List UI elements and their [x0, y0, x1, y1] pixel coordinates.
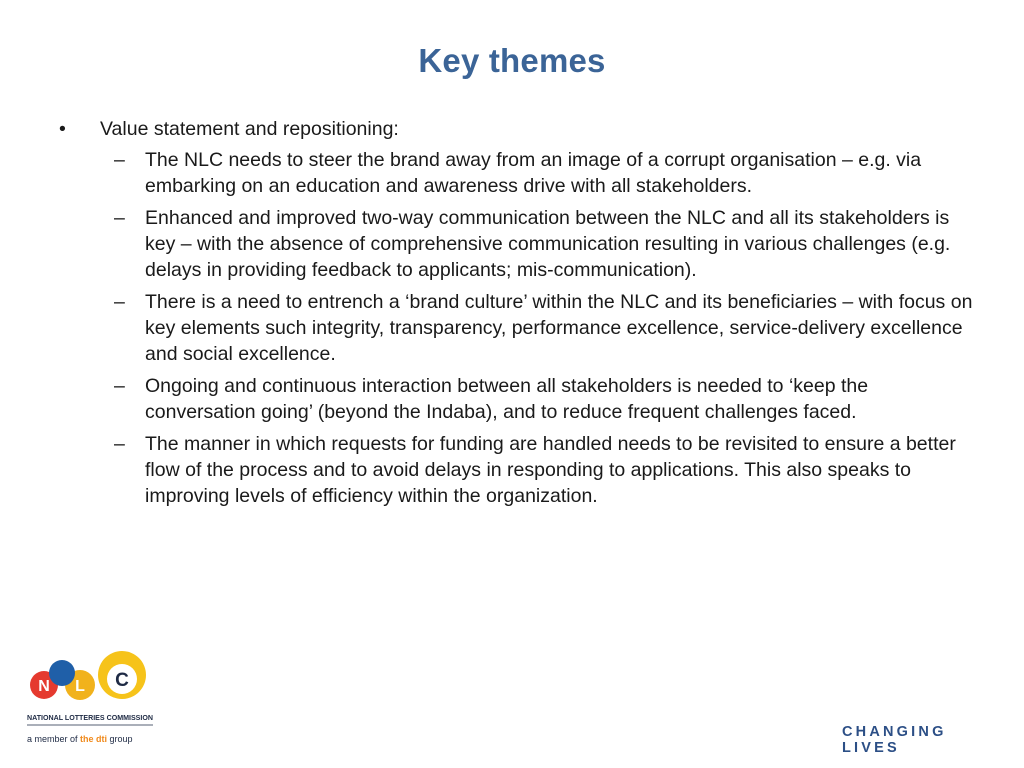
nlc-logo	[26, 648, 158, 748]
bullet-point	[56, 116, 976, 142]
sub-point-text: Enhanced and improved two-way communication between the NLC and all its stakeholders is key – with the absence of comprehensive communication resulting in various challenges (e.g. delays in providing feedback to applicants; mis-communication).	[145, 207, 951, 281]
content-area	[56, 116, 976, 515]
logo-name: NATIONAL LOTTERIES COMMISSION	[27, 713, 153, 722]
bullet-marker: •	[59, 118, 66, 140]
bullet-text: Value statement and repositioning:	[100, 118, 399, 140]
dash-marker: –	[114, 149, 125, 171]
logo-letter-c: C	[115, 670, 129, 691]
sub-point-text: The NLC needs to steer the brand away from an image of a corrupt organisation – e.g. via embarking on an education and awareness drive with all stakeholders.	[145, 149, 922, 197]
sub-point-text: Ongoing and continuous interaction between all stakeholders is needed to ‘keep the conversation going’ (beyond the Indaba), and to reduce frequent challenges faced.	[145, 375, 869, 423]
dash-marker: –	[114, 375, 125, 397]
sub-point	[56, 205, 976, 283]
sub-point-text: The manner in which requests for funding are handled needs to be revisited to ensure a better flow of the process and to avoid delays in responding to applications. This also speaks to improving levels of efficiency within the organization.	[145, 433, 956, 507]
sub-point	[56, 147, 976, 199]
tagline: CHANGING LIVES	[842, 724, 947, 756]
sub-point-text: There is a need to entrench a ‘brand culture’ within the NLC and its beneficiaries – with focus on key elements such integrity, transparency, performance excellence, service-delivery excellence and social excellence.	[145, 291, 973, 365]
dash-marker: –	[114, 291, 125, 313]
logo-letter-l: L	[75, 678, 85, 695]
logo-letter-n: N	[38, 678, 50, 695]
member-suffix: group	[107, 734, 133, 744]
sub-point	[56, 431, 976, 509]
dash-marker: –	[114, 433, 125, 455]
sub-point	[56, 373, 976, 425]
slide-title: Key themes	[418, 42, 606, 79]
dash-marker: –	[114, 207, 125, 229]
sub-point-list	[56, 147, 976, 509]
member-group: the dti	[80, 734, 108, 744]
logo-circle-blue	[49, 660, 75, 686]
sub-point	[56, 289, 976, 367]
member-prefix: a member of	[27, 734, 81, 744]
logo-member-line	[27, 734, 133, 744]
